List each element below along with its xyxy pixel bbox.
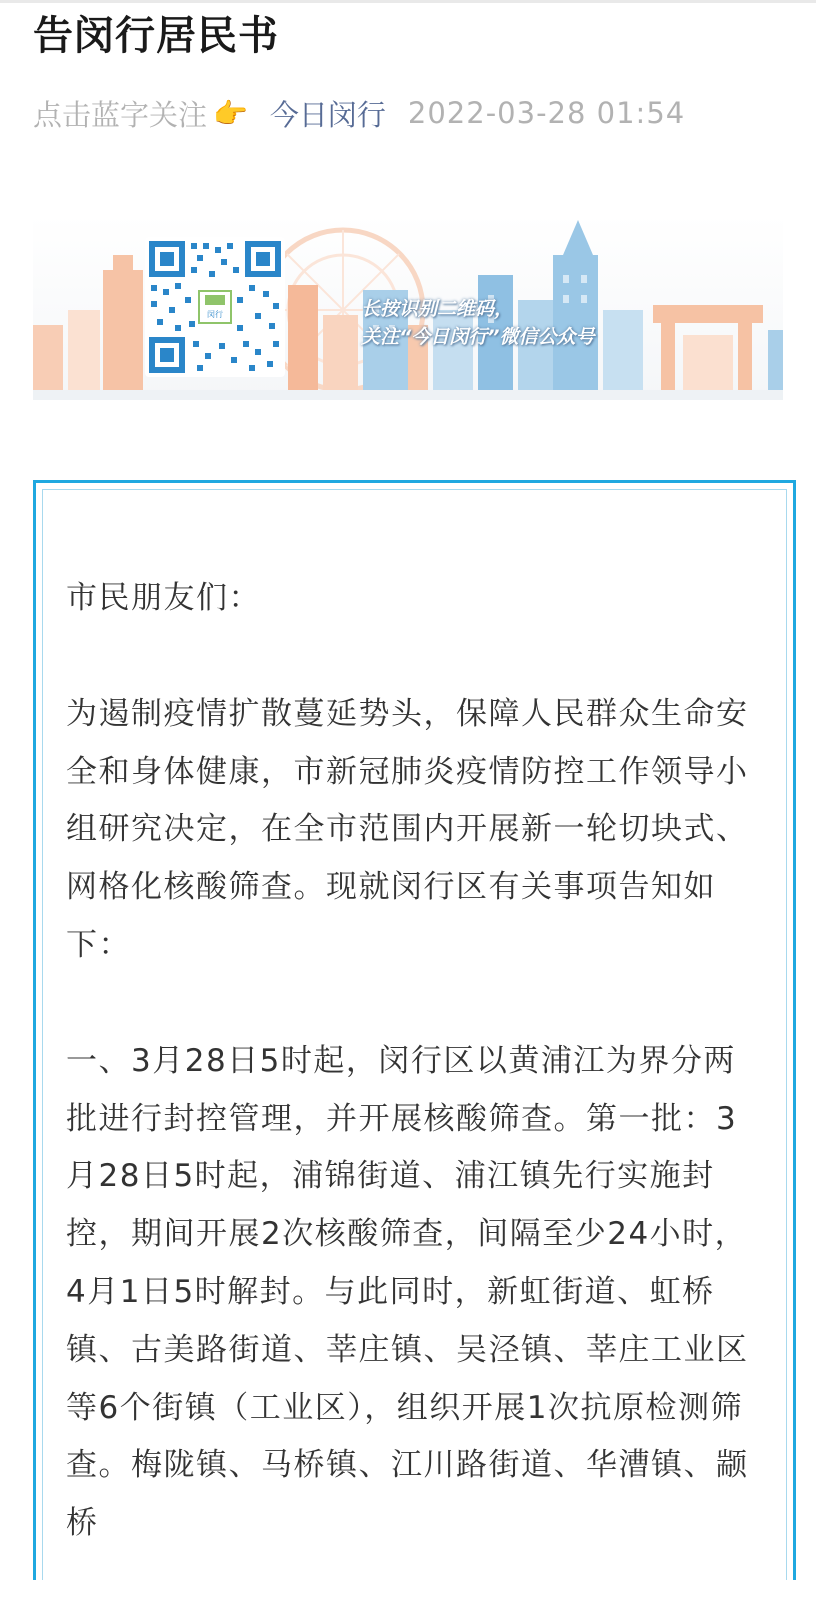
qr-logo-text: 闵行 (207, 310, 223, 319)
greeting: 市民朋友们： (66, 580, 261, 616)
pointing-hand-icon: 👉 (213, 96, 248, 130)
banner-line-2: 关注“今日闵行”微信公众号 (361, 326, 595, 348)
banner-caption (361, 295, 594, 351)
qr-code[interactable] (145, 237, 285, 377)
banner-line-1: 长按识别二维码， (361, 298, 514, 320)
article-body (66, 570, 760, 1611)
article-title: 告闵行居民书 (33, 13, 279, 59)
follow-banner (33, 215, 783, 400)
qr-code-icon (145, 237, 285, 377)
publish-time: 2022-03-28 01:54 (407, 96, 686, 130)
follow-prompt[interactable]: 点击蓝字关注 (33, 97, 208, 132)
body-paragraph: 为遏制疫情扩散蔓延势头，保障人民群众生命安全和身体健康，市新冠肺炎疫情防控工作领导小组研究决定，在全市范围内开展新一轮切块式、网格化核酸筛查。现就闵行区有关事项告知如下： (66, 695, 749, 963)
account-name-link[interactable]: 今日闵行 (269, 97, 386, 132)
body-paragraph: 一、3月28日5时起，闵行区以黄浦江为界分两批进行封控管理，并开展核酸筛查。第一批：3月28日5时起，浦锦街道、浦江镇先行实施封控，期间开展2次核酸筛查，间隔至少24小时，4月1日5时解封。与此同时，新虹街道、虹桥镇、古美路街道、莘庄镇、吴泾镇、莘庄工业区等6个街镇（工业区），组织开展1次抗原检测筛查。梅陇镇、马桥镇、江川路街道、华漕镇、颛桥 (66, 1042, 749, 1542)
top-divider (0, 0, 816, 3)
article-meta (33, 90, 685, 136)
